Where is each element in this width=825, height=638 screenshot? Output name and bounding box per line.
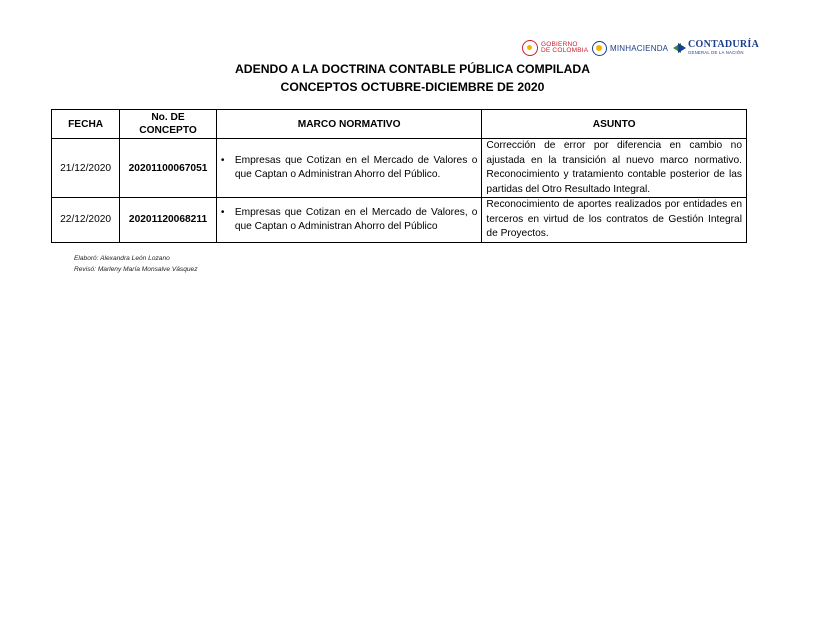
contaduria-logo: CONTADURÍA GENERAL DE LA NACIÓN xyxy=(673,38,759,58)
cell-marco-normativo: • Empresas que Cotizan en el Mercado de Valores o que Captan o Administran Ahorro del Público. xyxy=(216,139,482,198)
header-marco-normativo: MARCO NORMATIVO xyxy=(216,110,482,139)
note-reviso: Revisó: Marleny María Monsalve Vásquez xyxy=(74,266,198,273)
cell-fecha: 22/12/2020 xyxy=(52,198,120,243)
bullet-icon: • xyxy=(220,206,225,218)
table-row xyxy=(52,139,747,198)
document-title: ADENDO A LA DOCTRINA CONTABLE PÚBLICA COMPILADA xyxy=(235,62,590,76)
cell-asunto: Reconocimiento de aportes realizados por entidades en terceros en virtud de los contratos de Gestión Integral de Proyectos. xyxy=(482,198,747,243)
note-elaboro: Elaboró: Alexandra León Lozano xyxy=(74,255,170,262)
table-header-row xyxy=(52,110,747,139)
cell-fecha: 21/12/2020 xyxy=(52,139,120,198)
cell-marco-normativo: • Empresas que Cotizan en el Mercado de Valores, o que Captan o Administran Ahorro del Público xyxy=(216,198,482,243)
table-row xyxy=(52,198,747,243)
document-subtitle: CONCEPTOS OCTUBRE-DICIEMBRE DE 2020 xyxy=(280,80,545,94)
cell-numero-concepto: 20201120068211 xyxy=(120,198,217,243)
header-no-concepto: No. DE CONCEPTO xyxy=(120,110,217,139)
contaduria-emblem-icon xyxy=(673,41,686,55)
cell-asunto: Corrección de error por diferencia en cambio no ajustada en la transición al nuevo marco normativo. Reconocimiento y tratamiento contable posterior de las partidas del Otro Resultado Integral. xyxy=(482,139,747,198)
header-asunto: ASUNTO xyxy=(482,110,747,139)
minhacienda-seal-icon xyxy=(592,41,607,56)
bullet-icon: • xyxy=(220,155,225,166)
header-logos xyxy=(520,38,760,60)
header-fecha: FECHA xyxy=(52,110,120,139)
coat-of-arms-icon xyxy=(522,40,538,56)
cell-numero-concepto: 20201100067051 xyxy=(120,139,217,198)
minhacienda-logo: MINHACIENDA xyxy=(592,38,668,58)
concepts-table xyxy=(51,109,747,243)
gobierno-de-colombia-logo: GOBIERNO DE COLOMBIA xyxy=(522,38,588,58)
